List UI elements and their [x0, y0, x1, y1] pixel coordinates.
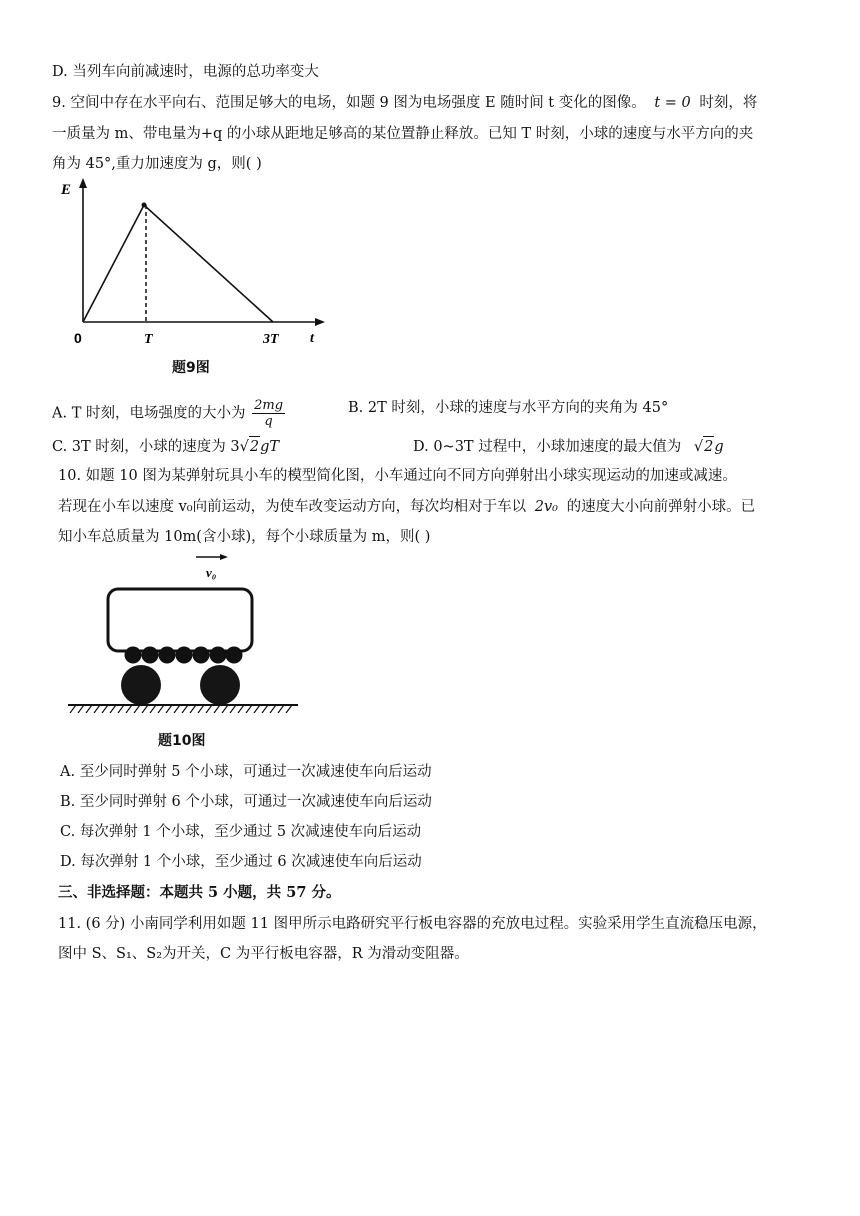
q9-option-c-suffix: gT [260, 439, 280, 455]
q10-stem-line2-b: 的速度大小向前弹射小球。已 [566, 499, 756, 515]
q9-stem-line3: 角为 45°,重力加速度为 g，则( ) [52, 156, 262, 172]
q9-graph [55, 172, 355, 372]
q10-option-c: C. 每次弹射 1 个小球，至少通过 5 次减速使车向后运动 [60, 824, 422, 840]
q10-balls [125, 647, 243, 664]
q9-stem-line1 [52, 93, 757, 113]
q8-option-d: D. 当列车向前减速时，电源的总功率变大 [52, 64, 319, 80]
q11-stem-line1: 11. (6 分) 小南同学利用如题 11 图甲所示电路研究平行板电容器的充放电过程。实验采用学生直流稳压电源， [58, 916, 767, 932]
q9-option-a-denominator: q [264, 414, 273, 429]
q9-option-d: D. 0~3T 过程中，小球加速度的最大值为 √2g [413, 436, 724, 457]
q10-wheel-right [200, 665, 240, 705]
q9-y-arrow-icon [79, 178, 87, 188]
q10-stem-line1: 10. 如题 10 图为某弹射玩具小车的模型简化图，小车通过向不同方向弹射出小球实现运动的加速或减速。 [58, 468, 737, 484]
q10-velocity-arrow-icon [220, 554, 228, 560]
q9-y-label: E [61, 182, 72, 198]
q9-option-c-text: C. 3T 时刻，小球的速度为 3 [52, 439, 240, 455]
q9-option-a-numerator: 2mg [254, 398, 284, 413]
q9-option-c-sqrt: 2 [249, 436, 260, 457]
q9-option-d-suffix: g [714, 439, 724, 455]
q9-stem-math: t = 0 [654, 95, 691, 111]
q10-ground-hatch [70, 705, 292, 713]
q10-wheel-left [121, 665, 161, 705]
q10-car-body [108, 589, 252, 651]
q10-stem-line2 [58, 497, 755, 517]
q10-option-d: D. 每次弹射 1 个小球，至少通过 6 次减速使车向后运动 [60, 854, 422, 870]
q9-option-b: B. 2T 时刻，小球的速度与水平方向的夹角为 45° [348, 400, 669, 416]
q9-option-a-text: A. T 时刻，电场强度的大小为 [52, 405, 246, 422]
q10-option-b: B. 至少同时弹射 6 个小球，可通过一次减速使车向后运动 [60, 794, 432, 810]
q10-option-a: A. 至少同时弹射 5 个小球，可通过一次减速使车向后运动 [60, 764, 432, 780]
q10-stem-line3: 知小车总质量为 10m(含小球)，每个小球质量为 m，则( ) [58, 529, 431, 545]
q10-velocity-label: v₀ [206, 565, 217, 580]
q9-option-a [52, 398, 287, 429]
q10-stem-math: 2v₀ [534, 499, 558, 515]
q9-tick-t: T [144, 332, 153, 347]
section3-heading: 三、非选择题：本题共 5 小题，共 57 分。 [58, 884, 341, 901]
q10-figure-caption: 题10图 [158, 733, 206, 749]
q10-stem-line2-a: 若现在小车以速度 v₀向前运动，为使车改变运动方向，每次均相对于车以 [58, 499, 527, 515]
q9-stem-line1-end: 时刻，将 [699, 95, 758, 111]
q9-option-d-sqrt: 2 [703, 436, 714, 457]
q9-tick-3t: 3T [263, 332, 279, 347]
q9-e-curve [83, 205, 273, 322]
q9-figure-caption: 题9图 [172, 360, 210, 376]
q9-origin-label: 0 [74, 330, 82, 346]
q9-option-a-fraction [252, 398, 285, 429]
q9-stem-line2: 一质量为 m、带电量为+q 的小球从距地足够高的某位置静止释放。已知 T 时刻，小球的速度与水平方向的夹 [52, 126, 754, 142]
q9-option-c: C. 3T 时刻，小球的速度为 3√2gT [52, 436, 279, 457]
q9-option-d-text: D. 0~3T 过程中，小球加速度的最大值为 [413, 439, 682, 455]
q9-x-label: t [310, 331, 314, 346]
q9-x-arrow-icon [315, 318, 325, 326]
q11-stem-line2: 图中 S、S₁、S₂为开关，C 为平行板电容器，R 为滑动变阻器。 [58, 946, 469, 962]
q9-stem-line1-text: 9. 空间中存在水平向右、范围足够大的电场，如题 9 图为电场强度 E 随时间 t 变化的图像。 [52, 95, 646, 111]
q10-car-figure [62, 553, 312, 713]
